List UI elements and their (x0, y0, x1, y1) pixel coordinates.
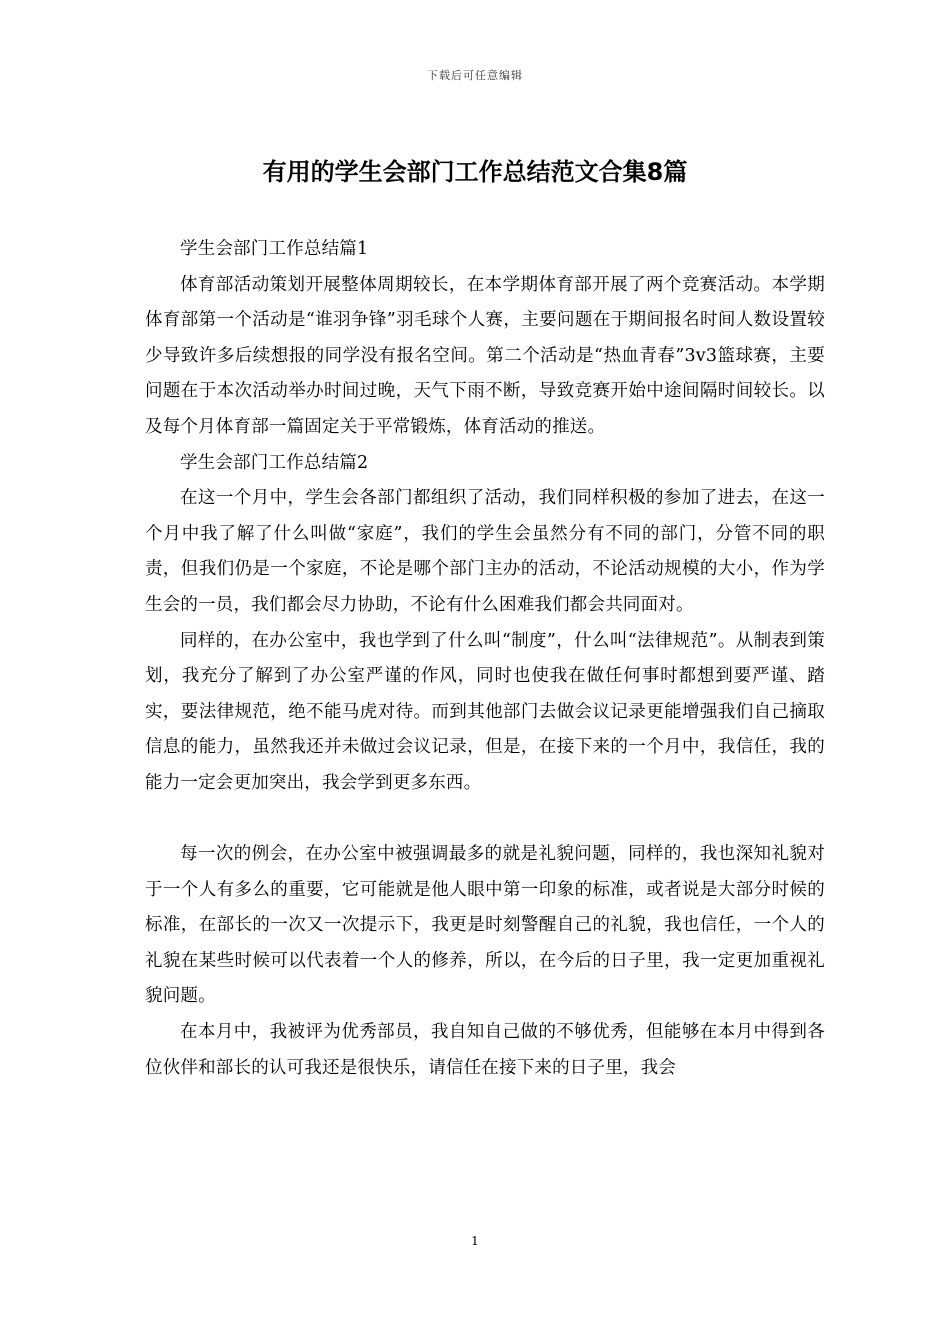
section-heading: 学生会部门工作总结篇2 (180, 452, 369, 473)
document-body (145, 232, 825, 1086)
paragraph: 在本月中，我被评为优秀部员，我自知自己做的不够优秀，但能够在本月中得到各位伙伴和部长的认可我还是很快乐，请信任在接下来的日子里，我会 (145, 1022, 825, 1078)
blank-line (145, 802, 825, 838)
document-title: 有用的学生会部门工作总结范文合集8篇 (262, 158, 688, 186)
paragraph: 在这一个月中，学生会各部门都组织了活动，我们同样积极的参加了进去，在这一个月中我了解了什么叫做“家庭”，我们的学生会虽然分有不同的部门，分管不同的职责，但我们仍是一个家庭，不论是哪个部门主办的活动，不论活动规模的大小，作为学生会的一员，我们都会尽力协助，不论有什么困难我们都会共同面对。 (145, 488, 825, 615)
section-heading: 学生会部门工作总结篇1 (180, 239, 369, 259)
paragraph: 体育部活动策划开展整体周期较长，在本学期体育部开展了两个竞赛活动。本学期体育部第一个活动是“谁羽争锋”羽毛球个人赛，主要问题在于期间报名时间人数设置较少导致许多后续想报的同学没有报名空间。第二个活动是“热血青春”3v3篮球赛，主要问题在于本次活动举办时间过晚，天气下雨不断，导致竞赛开始中途间隔时间较长。以及每个月体育部一篇固定关于平常锻炼，体育活动的推送。 (145, 274, 825, 437)
page-number: 1 (471, 1234, 479, 1248)
paragraph: 每一次的例会，在办公室中被强调最多的就是礼貌问题，同样的，我也深知礼貌对于一个人有多么的重要，它可能就是他人眼中第一印象的标准，或者说是大部分时候的标准，在部长的一次又一次提示下，我更是时刻警醒自己的礼貌，我也信任，一个人的礼貌在某些时候可以代表着一个人的修养，所以，在今后的日子里，我一定更加重视礼貌问题。 (145, 844, 825, 1007)
paragraph: 同样的，在办公室中，我也学到了什么叫“制度”，什么叫“法律规范”。从制表到策划，我充分了解到了办公室严谨的作风，同时也使我在做任何事时都想到要严谨、踏实，要法律规范，绝不能马虎对待。而到其他部门去做会议记录更能增强我们自己摘取信息的能力，虽然我还并未做过会议记录，但是，在接下来的一个月中，我信任，我的能力一定会更加突出，我会学到更多东西。 (145, 630, 825, 793)
header-note: 下载后可任意编辑 (427, 69, 523, 82)
